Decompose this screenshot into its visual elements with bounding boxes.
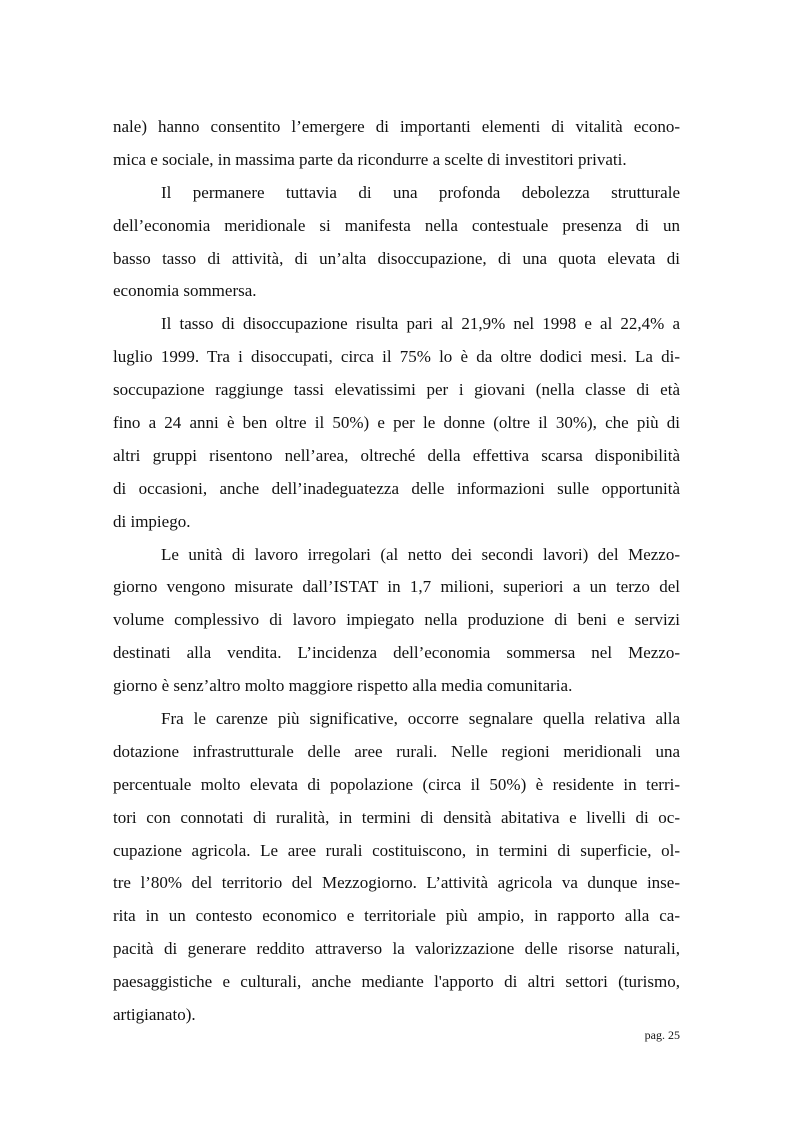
page-number: pag. 25 bbox=[644, 1028, 680, 1042]
text-line: di impiego. bbox=[113, 511, 191, 531]
text-line: paesaggistiche e culturali, anche mediante l'apporto di altri settori (turismo, bbox=[113, 972, 680, 992]
text-line: destinati alla vendita. L’incidenza dell’economia sommersa nel Mezzo- bbox=[113, 643, 680, 663]
text-line: pacità di generare reddito attraverso la valorizzazione delle risorse naturali, bbox=[113, 939, 680, 959]
text-line: Le unità di lavoro irregolari (al netto dei secondi lavori) del Mezzo- bbox=[161, 544, 680, 564]
text-line: Il tasso di disoccupazione risulta pari al 21,9% nel 1998 e al 22,4% a bbox=[161, 314, 680, 334]
text-line: rita in un contesto economico e territoriale più ampio, in rapporto alla ca- bbox=[113, 906, 680, 926]
text-line: di occasioni, anche dell’inadeguatezza delle informazioni sulle opportunità bbox=[113, 478, 680, 498]
text-line: giorno è senz’altro molto maggiore rispetto alla media comunitaria. bbox=[113, 676, 573, 696]
text-line: soccupazione raggiunge tassi elevatissimi per i giovani (nella classe di età bbox=[113, 380, 680, 400]
text-line: tori con connotati di ruralità, in termini di densità abitativa e livelli di oc- bbox=[113, 807, 680, 827]
text-line: mica e sociale, in massima parte da ricondurre a scelte di investitori privati. bbox=[113, 149, 627, 169]
text-line: basso tasso di attività, di un’alta disoccupazione, di una quota elevata di bbox=[113, 248, 680, 268]
text-line: artigianato). bbox=[113, 1005, 196, 1025]
text-line: tre l’80% del territorio del Mezzogiorno. L’attività agricola va dunque inse- bbox=[113, 873, 680, 893]
text-line: percentuale molto elevata di popolazione (circa il 50%) è residente in terri- bbox=[113, 774, 680, 794]
text-line: volume complessivo di lavoro impiegato nella produzione di beni e servizi bbox=[113, 610, 680, 630]
text-line: giorno vengono misurate dall’ISTAT in 1,7 milioni, superiori a un terzo del bbox=[113, 577, 680, 597]
paragraph bbox=[113, 703, 680, 1032]
text-line: Il permanere tuttavia di una profonda debolezza strutturale bbox=[161, 182, 680, 202]
text-line: Fra le carenze più significative, occorre segnalare quella relativa alla bbox=[161, 709, 680, 729]
text-line: dell’economia meridionale si manifesta nella contestuale presenza di un bbox=[113, 215, 680, 235]
text-line: altri gruppi risentono nell’area, oltreché della effettiva scarsa disponibilità bbox=[113, 445, 680, 465]
paragraph bbox=[113, 177, 680, 309]
text-line: cupazione agricola. Le aree rurali costituiscono, in termini di superficie, ol- bbox=[113, 840, 680, 860]
paragraph bbox=[113, 111, 680, 177]
paragraph bbox=[113, 308, 680, 538]
body-text bbox=[113, 111, 680, 1032]
text-line: luglio 1999. Tra i disoccupati, circa il 75% lo è da oltre dodici mesi. La di- bbox=[113, 347, 680, 367]
text-line: dotazione infrastrutturale delle aree rurali. Nelle regioni meridionali una bbox=[113, 741, 680, 761]
text-line: nale) hanno consentito l’emergere di importanti elementi di vitalità econo- bbox=[113, 117, 680, 136]
text-line: economia sommersa. bbox=[113, 281, 257, 301]
paragraph bbox=[113, 539, 680, 703]
text-line: fino a 24 anni è ben oltre il 50%) e per le donne (oltre il 30%), che più di bbox=[113, 413, 680, 433]
